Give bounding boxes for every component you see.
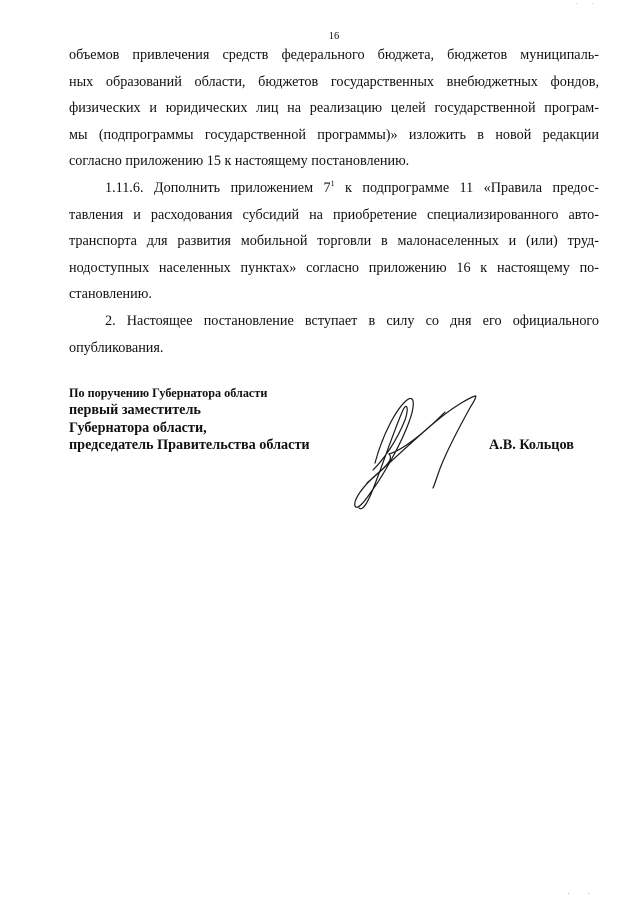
superscript: 1: [330, 178, 335, 188]
text-line: опубликования.: [69, 339, 164, 356]
text-line: транспорта для развития мобильной торговли в малонаселенных и (или) труд-: [69, 233, 599, 250]
text-line: мы (подпрограммы государственной программы)» изложить в новой редакции: [69, 126, 599, 143]
text-line: объемов привлечения средств федерального бюджета, бюджетов муниципаль-: [69, 47, 599, 63]
signatory-name: А.В. Кольцов: [489, 437, 574, 453]
signatory-title-block: [69, 385, 369, 455]
text-fragment: 1.11.6. Дополнить приложением 7: [105, 179, 331, 196]
text-line: [69, 175, 599, 202]
text-line: тавления и расходования субсидий на приобретение специализированного авто-: [69, 206, 599, 223]
scan-marks-bottom: · ·: [567, 890, 598, 898]
text-line: 2. Настоящее постановление вступает в силу со дня его официального: [105, 312, 599, 329]
text-line: становлению.: [69, 286, 152, 303]
on-behalf-line: По поручению Губернатора области: [69, 386, 268, 400]
text-line: нодоступных населенных пунктах» согласно приложению 16 к настоящему по-: [69, 259, 599, 276]
paragraph-continuation: [69, 42, 599, 175]
handwritten-signature: [345, 388, 495, 518]
scan-marks-top: · ·: [575, 0, 600, 8]
text-line: физических и юридических лиц на реализацию целей государственной програм-: [69, 100, 599, 117]
signatory-title-line: первый заместитель: [69, 402, 201, 418]
text-fragment: к подпрограмме 11 «Правила предос-: [334, 179, 599, 196]
text-line: согласно приложению 15 к настоящему постановлению.: [69, 153, 410, 170]
page-number: 16: [328, 31, 340, 42]
document-body: [69, 42, 599, 361]
signatory-title-line: председатель Правительства области: [69, 437, 310, 453]
text-line: ных образований области, бюджетов государственных внебюджетных фондов,: [69, 73, 599, 90]
paragraph-1-11-6: [69, 175, 599, 308]
signatory-title-line: Губернатора области,: [69, 419, 207, 436]
paragraph-2: [69, 308, 599, 361]
